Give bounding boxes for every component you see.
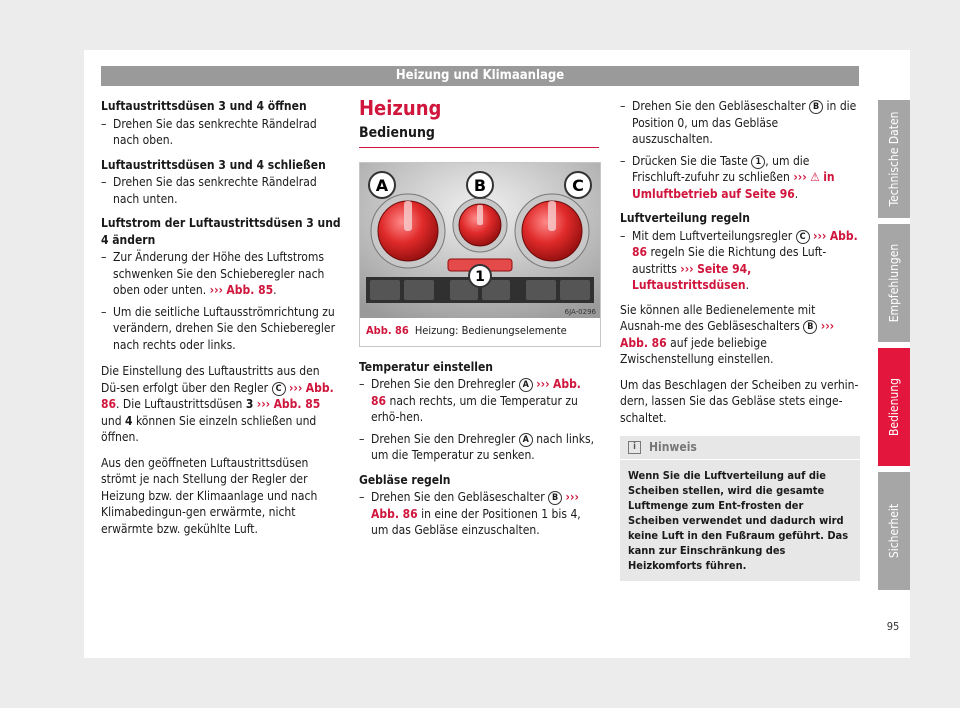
link-vents[interactable]: Seite 94, Luftaustrittsdüsen — [632, 261, 752, 292]
callout-b-3: B — [803, 320, 817, 334]
step-height: – Zur Änderung der Höhe des Luftstroms schwenken Sie den Schieberegler nach oben oder unten. ››› Abb. 85. — [101, 249, 341, 299]
step-fan-on: – Drehen Sie den Gebläseschalter B ››› Abb. 86 in eine der Positionen 1 bis 4, um das Gebläse einzuschalten. — [359, 489, 599, 539]
figure-86 — [359, 162, 601, 347]
step-side: – Um die seitliche Luftausströmrichtung zu verändern, drehen Sie den Schieberegler nach rechts oder links. — [101, 304, 341, 354]
note-body: Wenn Sie die Luftverteilung auf die Scheiben stellen, wird die gesamte Luftmenge zum Ent-frosten der Scheiben verwendet und dadurch wird keine Luft in den Fußraum geführt. Das kann zur Einschränkung des Heizkomforts führen. — [628, 469, 849, 572]
step-temp-down: – Drehen Sie den Drehregler A nach links, um die Temperatur zu senken. — [359, 431, 599, 464]
section-subtitle: Bedienung — [359, 125, 599, 149]
step-close: – Drehen Sie das senkrechte Rändelrad nach unten. — [101, 174, 341, 207]
link-abb86[interactable]: Abb. 86 — [101, 380, 334, 411]
column-right — [620, 98, 860, 581]
para-intermediate: Sie können alle Bedienelemente mit Ausnah-me des Gebläseschalters B ››› Abb. 86 auf jede beliebige Zwischenstellung einstellen. — [620, 302, 835, 366]
callout-1-label: 1 — [475, 269, 485, 285]
heading-airflow: Luftstrom der Luftaustrittsdüsen 3 und 4 ändern — [101, 216, 341, 247]
heading-distribution: Luftverteilung regeln — [620, 211, 750, 225]
heading-fan: Gebläse regeln — [359, 472, 451, 487]
note-title: Hinweis — [649, 440, 697, 454]
heading-close-vents: Luftaustrittsdüsen 3 und 4 schließen — [101, 157, 326, 172]
note-header — [620, 436, 860, 460]
tab-bedienung[interactable]: Bedienung — [878, 348, 910, 466]
section-title: Heizung — [359, 96, 442, 120]
column-middle — [359, 98, 599, 544]
heading-temperature: Temperatur einstellen — [359, 359, 493, 374]
page-header: Heizung und Klimaanlage — [101, 66, 859, 86]
step-open: – Drehen Sie das senkrechte Rändelrad nach oben. — [101, 116, 341, 149]
note-box — [620, 436, 860, 581]
para-fogging: Um das Beschlagen der Scheiben zu verhin-dern, lassen Sie das Gebläse stets einge-schaltet. — [620, 377, 859, 425]
para-setting: Die Einstellung des Luftaustritts aus den Dü-sen erfolgt über den Regler C ››› Abb. 86. Die Luftaustrittsdüsen 3 ››› Abb. 85 und 4 können Sie einzeln schließen und öffnen. — [101, 364, 334, 444]
para-airflow: Aus den geöffneten Luftaustrittsdüsen strömt je nach Stellung der Regler der Heizung bzw. der Klimaanlage und nach Klimabedingun-gen erwärmte, nicht erwärmte bzw. gekühlte Luft. — [101, 455, 318, 536]
callout-a-label: A — [375, 176, 389, 195]
info-icon: i — [628, 441, 641, 454]
step-temp-up: – Drehen Sie den Drehregler A ››› Abb. 86 nach rechts, um die Temperatur zu erhö-hen. — [359, 376, 599, 426]
callout-a: A — [519, 378, 533, 392]
heading-open-vents: Luftaustrittsdüsen 3 und 4 öffnen — [101, 99, 307, 113]
page-number: 95 — [886, 620, 900, 633]
callout-b-label: B — [473, 176, 487, 195]
callout-c: C — [272, 382, 286, 396]
figure-code: 6JA-0296 — [564, 308, 596, 316]
callout-b-2: B — [809, 100, 823, 114]
link-abb86-a[interactable]: Abb. 86 — [371, 377, 581, 408]
link-recirculation[interactable]: in Umluftbetrieb auf Seite 96 — [632, 170, 835, 201]
heater-controls-image — [360, 163, 600, 318]
link-abb85[interactable]: Abb. 85 — [226, 283, 274, 297]
callout-1: 1 — [751, 155, 765, 169]
step-recirculation: – Drücken Sie die Taste 1 , um die Frischluft-zufuhr zu schließen ››› ⚠ in Umluftbetrieb auf Seite 96. — [620, 153, 860, 203]
tab-technische-daten[interactable]: Technische Daten — [878, 100, 910, 218]
step-distribution: – Mit dem Luftverteilungsregler C ››› Abb. 86 regeln Sie die Richtung des Luft-austritts ››› Seite 94, Luftaustrittsdüsen. — [620, 228, 860, 294]
warning-icon: ⚠ — [810, 170, 820, 184]
callout-b: B — [548, 491, 562, 505]
step-fan-off: – Drehen Sie den Gebläseschalter B in die Position 0, um das Gebläse auszuschalten. — [620, 98, 860, 148]
link-abb86-b[interactable]: Abb. 86 — [371, 506, 418, 521]
column-left — [101, 98, 341, 546]
callout-a-2: A — [519, 433, 533, 447]
link-abb85-2[interactable]: Abb. 85 — [273, 397, 321, 411]
tab-empfehlungen[interactable]: Empfehlungen — [878, 224, 910, 342]
tab-sicherheit[interactable]: Sicherheit — [878, 472, 910, 590]
callout-c-label: C — [572, 176, 584, 195]
link-abb86-c[interactable]: Abb. 86 — [632, 228, 858, 259]
link-abb86-d[interactable]: Abb. 86 — [620, 335, 667, 350]
figure-caption: Abb. 86 Heizung: Bedienungselemente — [366, 324, 567, 337]
callout-c-2: C — [796, 230, 810, 244]
